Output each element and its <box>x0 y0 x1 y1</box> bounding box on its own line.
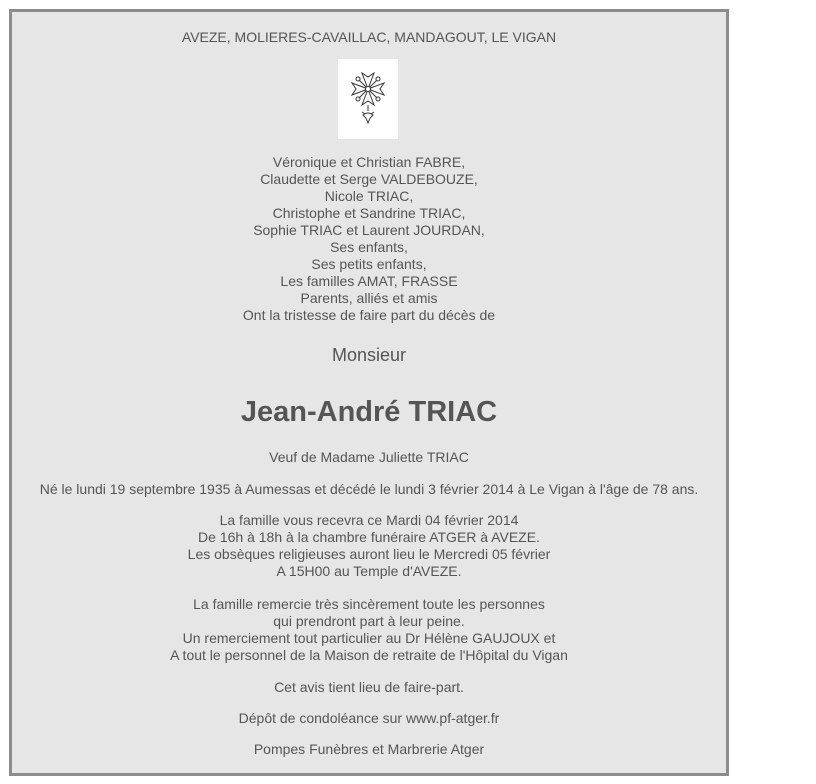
deceased-title: Monsieur <box>331 345 407 365</box>
family-line: Les familles AMAT, FRASSE <box>280 273 458 289</box>
arrangements-line: De 16h à 18h à la chambre funéraire ATGER à AVEZE. <box>198 529 540 545</box>
funeral-home-name: Pompes Funèbres et Marbrerie Atger <box>253 741 485 757</box>
thanks-line: Un remerciement tout particulier au Dr Hélène GAUJOUX et <box>182 630 556 646</box>
family-line: Claudette et Serge VALDEBOUZE, <box>260 171 478 187</box>
thanks-line: qui prendront part à leur peine. <box>273 613 465 629</box>
family-line: Parents, alliés et amis <box>300 290 438 306</box>
family-line: Véronique et Christian FABRE, <box>272 154 466 170</box>
family-list <box>12 154 726 324</box>
thanks-message <box>12 596 726 664</box>
funeral-arrangements <box>12 512 726 580</box>
huguenot-cross-icon <box>338 59 398 139</box>
family-line: Ses enfants, <box>330 239 408 255</box>
faire-part-note: Cet avis tient lieu de faire-part. <box>274 679 464 695</box>
arrangements-line: A 15H00 au Temple d'AVEZE. <box>276 563 462 579</box>
arrangements-line: La famille vous recevra ce Mardi 04 février 2014 <box>219 512 519 528</box>
family-line: Sophie TRIAC et Laurent JOURDAN, <box>253 222 485 238</box>
widow-line: Veuf de Madame Juliette TRIAC <box>269 449 469 465</box>
family-line: Ses petits enfants, <box>311 256 427 272</box>
thanks-line: A tout le personnel de la Maison de retraite de l'Hôpital du Vigan <box>170 647 568 663</box>
thanks-line: La famille remercie très sincèrement toute les personnes <box>193 596 545 612</box>
arrangements-line: Les obsèques religieuses auront lieu le Mercredi 05 février <box>187 546 551 562</box>
birth-death-line: Né le lundi 19 septembre 1935 à Aumessas et décédé le lundi 3 février 2014 à Le Vigan à l'âge de 78 ans. <box>39 481 699 497</box>
locations-header: AVEZE, MOLIERES-CAVAILLAC, MANDAGOUT, LE VIGAN <box>181 29 557 45</box>
family-line: Christophe et Sandrine TRIAC, <box>272 205 466 221</box>
condolence-line: Dépôt de condoléance sur www.pf-atger.fr <box>238 710 500 726</box>
obituary-notice <box>9 9 729 776</box>
deceased-name: Jean-André TRIAC <box>240 396 498 428</box>
family-line: Nicole TRIAC, <box>324 188 414 204</box>
family-line: Ont la tristesse de faire part du décès de <box>242 307 496 323</box>
